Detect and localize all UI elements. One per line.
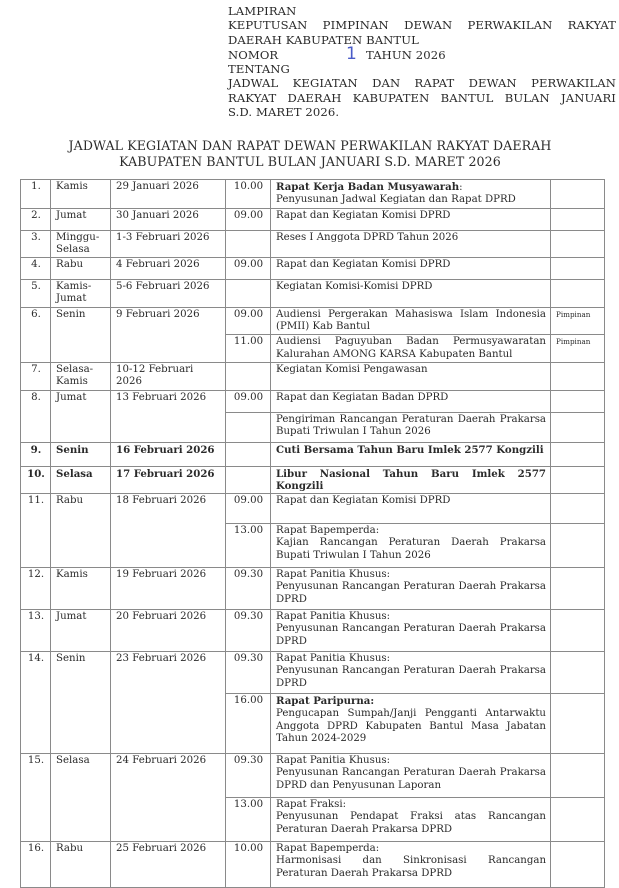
cell-keterangan (551, 180, 605, 209)
cell-keterangan (551, 230, 605, 258)
table-row (21, 610, 605, 652)
cell-hari: Selasa (51, 466, 111, 494)
kegiatan-text: Penyusunan Rancangan Peraturan Daerah Prakarsa DPRD (276, 665, 546, 689)
kegiatan-heading-text: Rapat Panitia Khusus: (276, 755, 391, 767)
cell-hari: Jumat (51, 610, 111, 652)
tahun-label: TAHUN 2026 (366, 47, 446, 62)
cell-no: 13. (21, 610, 51, 652)
schedule-table (20, 179, 605, 888)
table-row (21, 258, 605, 280)
cell-keterangan (551, 362, 605, 390)
cell-no: 5. (21, 280, 51, 308)
kegiatan-heading-text: Rapat Panitia Khusus: (276, 653, 391, 665)
table-row (21, 390, 605, 412)
table-row (21, 842, 605, 888)
kegiatan-heading (276, 611, 546, 623)
cell-kegiatan (271, 307, 551, 335)
cell-waktu (226, 230, 271, 258)
cell-hari: Rabu (51, 842, 111, 888)
cell-tanggal: 10-12 Februari 2026 (111, 362, 226, 390)
cell-kegiatan (271, 798, 551, 842)
cell-hari: Senin (51, 652, 111, 754)
cell-kegiatan (271, 412, 551, 442)
table-row (21, 307, 605, 335)
table-row (21, 754, 605, 798)
kegiatan-text: Rapat dan Kegiatan Badan DPRD (276, 391, 449, 403)
kegiatan-heading (276, 525, 546, 537)
cell-no: 6. (21, 307, 51, 362)
cell-keterangan (551, 466, 605, 494)
cell-waktu (226, 362, 271, 390)
keputusan-line-2: DAERAH KABUPATEN BANTUL (228, 32, 419, 47)
table-row (21, 230, 605, 258)
cell-no: 11. (21, 494, 51, 568)
kegiatan-text: Cuti Bersama Tahun Baru Imlek 2577 Kongzili (276, 443, 544, 456)
cell-kegiatan (271, 694, 551, 754)
cell-no: 7. (21, 362, 51, 390)
kegiatan-heading-text: Rapat Kerja Badan Musyawarah (276, 181, 460, 193)
cell-tanggal: 23 Februari 2026 (111, 652, 226, 754)
cell-tanggal: 24 Februari 2026 (111, 754, 226, 842)
table-row (21, 180, 605, 209)
cell-keterangan: Pimpinan (551, 307, 605, 335)
kegiatan-text: Rapat dan Kegiatan Komisi DPRD (276, 495, 451, 507)
keputusan-line-1: KEPUTUSAN PIMPINAN DEWAN PERWAKILAN RAKYAT (228, 18, 616, 33)
cell-kegiatan (271, 362, 551, 390)
kegiatan-text: Penyusunan Rancangan Peraturan Daerah Prakarsa DPRD dan Penyusunan Laporan (276, 767, 546, 791)
cell-hari: Rabu (51, 494, 111, 568)
cell-keterangan: Pimpinan (551, 335, 605, 363)
cell-keterangan (551, 652, 605, 694)
kegiatan-text: Penyusunan Pendapat Fraksi atas Rancangan Peraturan Daerah Prakarsa DPRD (276, 811, 546, 835)
cell-keterangan (551, 524, 605, 568)
cell-kegiatan (271, 568, 551, 610)
cell-waktu: 10.00 (226, 180, 271, 209)
kegiatan-text: Rapat dan Kegiatan Komisi DPRD (276, 259, 451, 271)
cell-waktu: 09.00 (226, 494, 271, 524)
cell-kegiatan (271, 390, 551, 412)
cell-waktu: 09.30 (226, 652, 271, 694)
cell-kegiatan (271, 494, 551, 524)
cell-hari: Jumat (51, 208, 111, 230)
cell-tanggal: 20 Februari 2026 (111, 610, 226, 652)
kegiatan-text: Reses I Anggota DPRD Tahun 2026 (276, 231, 459, 243)
cell-hari: Kamis (51, 568, 111, 610)
document-title (40, 138, 580, 169)
cell-tanggal: 9 Februari 2026 (111, 307, 226, 362)
kegiatan-text: Libur Nasional Tahun Baru Imlek 2577 Kongzili (276, 467, 546, 492)
kegiatan-heading (276, 695, 546, 708)
cell-keterangan (551, 412, 605, 442)
cell-tanggal: 19 Februari 2026 (111, 568, 226, 610)
kegiatan-text: Rapat dan Kegiatan Komisi DPRD (276, 209, 451, 221)
cell-keterangan (551, 568, 605, 610)
kegiatan-text: Kegiatan Komisi-Komisi DPRD (276, 281, 433, 293)
cell-hari: Selasa (51, 754, 111, 842)
kegiatan-text: Harmonisasi dan Sinkronisasi Rancangan Peraturan Daerah Prakarsa DPRD (276, 855, 546, 879)
kegiatan-heading (276, 843, 546, 855)
cell-hari: Senin (51, 442, 111, 466)
cell-waktu: 09.00 (226, 208, 271, 230)
kegiatan-heading-text: Rapat Panitia Khusus: (276, 611, 391, 623)
cell-kegiatan (271, 842, 551, 888)
cell-tanggal: 29 Januari 2026 (111, 180, 226, 209)
kegiatan-heading-suffix: : (459, 182, 463, 193)
kegiatan-heading (276, 799, 546, 811)
cell-kegiatan (271, 652, 551, 694)
cell-keterangan (551, 494, 605, 524)
cell-waktu: 13.00 (226, 798, 271, 842)
cell-keterangan (551, 442, 605, 466)
kegiatan-heading (276, 653, 546, 665)
kegiatan-text: Kajian Rancangan Peraturan Daerah Prakarsa Bupati Triwulan I Tahun 2026 (276, 537, 546, 561)
cell-tanggal: 16 Februari 2026 (111, 442, 226, 466)
cell-no: 15. (21, 754, 51, 842)
cell-tanggal: 1-3 Februari 2026 (111, 230, 226, 258)
nomor-row (228, 43, 616, 64)
cell-hari: Kamis-Jumat (51, 280, 111, 308)
kegiatan-heading (276, 755, 546, 767)
cell-keterangan (551, 694, 605, 754)
cell-waktu (226, 466, 271, 494)
cell-hari: Rabu (51, 258, 111, 280)
kegiatan-text: Penyusunan Rancangan Peraturan Daerah Prakarsa DPRD (276, 623, 546, 647)
nomor-label: NOMOR (228, 47, 279, 62)
cell-waktu: 09.30 (226, 568, 271, 610)
table-row (21, 466, 605, 494)
cell-kegiatan (271, 442, 551, 466)
kegiatan-text: Pengucapan Sumpah/Janji Pengganti Antarwaktu Anggota DPRD Kabupaten Bantul Masa Jabatan Tahun 2024-2029 (276, 708, 546, 745)
cell-waktu (226, 412, 271, 442)
kegiatan-text: Kegiatan Komisi Pengawasan (276, 363, 428, 375)
cell-no: 12. (21, 568, 51, 610)
cell-no: 1. (21, 180, 51, 209)
cell-keterangan (551, 390, 605, 412)
cell-waktu: 16.00 (226, 694, 271, 754)
cell-tanggal: 5-6 Februari 2026 (111, 280, 226, 308)
cell-keterangan (551, 208, 605, 230)
table-row (21, 442, 605, 466)
cell-hari: Selasa-Kamis (51, 362, 111, 390)
lampiran-header (228, 4, 616, 119)
kegiatan-heading (276, 569, 546, 581)
cell-waktu: 11.00 (226, 335, 271, 363)
tentang-line-2: RAKYAT DAERAH KABUPATEN BANTUL BULAN JANUARI (228, 90, 616, 105)
cell-tanggal: 13 Februari 2026 (111, 390, 226, 442)
table-row (21, 208, 605, 230)
cell-kegiatan (271, 280, 551, 308)
cell-keterangan (551, 754, 605, 798)
table-row (21, 568, 605, 610)
table-row (21, 362, 605, 390)
kegiatan-text: Penyusunan Jadwal Kegiatan dan Rapat DPRD (276, 194, 516, 206)
cell-no: 2. (21, 208, 51, 230)
cell-keterangan (551, 842, 605, 888)
cell-waktu: 09.00 (226, 390, 271, 412)
cell-hari: Jumat (51, 390, 111, 442)
cell-waktu: 13.00 (226, 524, 271, 568)
nomor-value: 1 (346, 43, 357, 64)
cell-keterangan (551, 798, 605, 842)
kegiatan-text: Audiensi Paguyuban Badan Permusyawaratan Kalurahan AMONG KARSA Kabupaten Bantul (276, 336, 546, 360)
cell-waktu: 09.00 (226, 258, 271, 280)
cell-kegiatan (271, 230, 551, 258)
cell-kegiatan (271, 754, 551, 798)
kegiatan-text: Penyusunan Rancangan Peraturan Daerah Prakarsa DPRD (276, 581, 546, 605)
kegiatan-heading-text: Rapat Fraksi: (276, 799, 347, 811)
tentang-line-1: JADWAL KEGIATAN DAN RAPAT DEWAN PERWAKILAN (228, 76, 616, 91)
title-line-1: JADWAL KEGIATAN DAN RAPAT DEWAN PERWAKILAN RAKYAT DAERAH (68, 138, 552, 153)
cell-waktu: 09.00 (226, 307, 271, 335)
table-row (21, 280, 605, 308)
cell-no: 10. (21, 466, 51, 494)
table-row (21, 494, 605, 524)
cell-waktu (226, 442, 271, 466)
cell-kegiatan (271, 524, 551, 568)
tentang-line-3: S.D. MARET 2026. (228, 105, 340, 120)
cell-no: 9. (21, 442, 51, 466)
cell-tanggal: 25 Februari 2026 (111, 842, 226, 888)
cell-keterangan (551, 258, 605, 280)
cell-kegiatan (271, 610, 551, 652)
cell-tanggal: 18 Februari 2026 (111, 494, 226, 568)
cell-keterangan (551, 610, 605, 652)
cell-no: 8. (21, 390, 51, 442)
kegiatan-heading-text: Rapat Bapemperda: (276, 843, 380, 855)
cell-waktu: 09.30 (226, 610, 271, 652)
cell-kegiatan (271, 208, 551, 230)
cell-waktu (226, 280, 271, 308)
cell-tanggal: 17 Februari 2026 (111, 466, 226, 494)
kegiatan-heading-text: Rapat Bapemperda: (276, 525, 380, 537)
kegiatan-heading-text: Rapat Paripurna: (276, 695, 375, 708)
kegiatan-heading (276, 181, 546, 194)
kegiatan-heading-text: Rapat Panitia Khusus: (276, 569, 391, 581)
tentang-label: TENTANG (228, 62, 290, 77)
cell-waktu: 10.00 (226, 842, 271, 888)
cell-no: 14. (21, 652, 51, 754)
lampiran-label: LAMPIRAN (228, 4, 297, 18)
cell-tanggal: 30 Januari 2026 (111, 208, 226, 230)
cell-tanggal: 4 Februari 2026 (111, 258, 226, 280)
cell-kegiatan (271, 180, 551, 209)
cell-hari: Minggu-Selasa (51, 230, 111, 258)
schedule-table-body (21, 180, 605, 888)
cell-no: 16. (21, 842, 51, 888)
title-line-2: KABUPATEN BANTUL BULAN JANUARI S.D. MARET 2026 (119, 153, 501, 169)
cell-kegiatan (271, 466, 551, 494)
cell-kegiatan (271, 258, 551, 280)
cell-no: 4. (21, 258, 51, 280)
cell-hari: Kamis (51, 180, 111, 209)
kegiatan-text: Audiensi Pergerakan Mahasiswa Islam Indonesia (PMII) Kab Bantul (276, 308, 546, 333)
table-row (21, 652, 605, 694)
cell-waktu: 09.30 (226, 754, 271, 798)
kegiatan-text: Pengiriman Rancangan Peraturan Daerah Prakarsa Bupati Triwulan I Tahun 2026 (276, 413, 546, 437)
cell-no: 3. (21, 230, 51, 258)
cell-hari: Senin (51, 307, 111, 362)
cell-kegiatan (271, 335, 551, 363)
cell-keterangan (551, 280, 605, 308)
